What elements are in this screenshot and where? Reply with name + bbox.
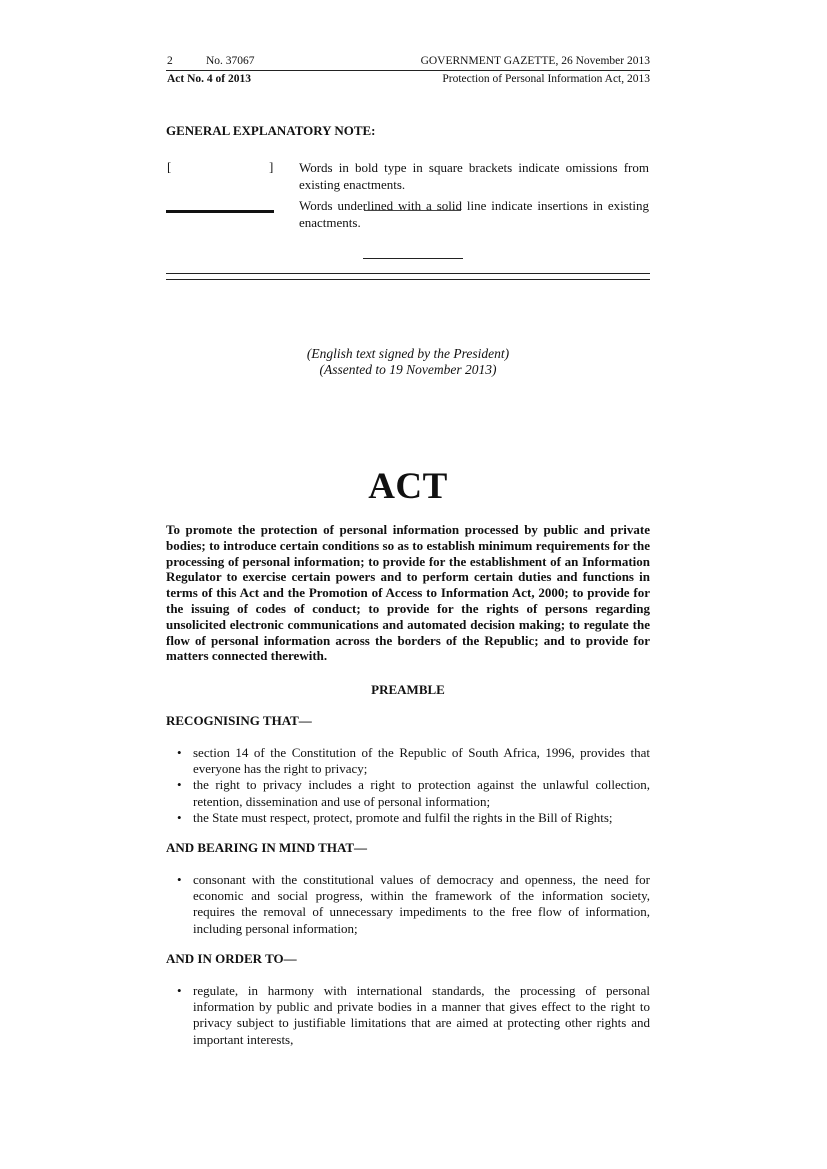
act-short-title: Protection of Personal Information Act, 2013 bbox=[442, 73, 650, 85]
list-item bbox=[166, 777, 650, 809]
double-rule-top bbox=[166, 273, 650, 274]
in-order-to-list bbox=[166, 983, 650, 1048]
explanatory-note-title: GENERAL EXPLANATORY NOTE: bbox=[166, 123, 376, 138]
bracket-open: [ bbox=[167, 159, 172, 174]
signed-by-president: (English text signed by the President) bbox=[306, 346, 510, 361]
section-heading-recognising: RECOGNISING THAT— bbox=[166, 713, 312, 728]
header-rule bbox=[166, 70, 650, 71]
bullet-icon: • bbox=[177, 983, 182, 998]
section-heading-bearing-in-mind: AND BEARING IN MIND THAT— bbox=[166, 840, 368, 855]
bracket-close: ] bbox=[269, 159, 274, 174]
list-item-text: the right to privacy includes a right to protection against the unlawful collection, retention, dissemination and use of personal information; bbox=[193, 777, 650, 809]
gazette-title: GOVERNMENT GAZETTE, 26 November 2013 bbox=[420, 55, 650, 67]
list-item-text: regulate, in harmony with international standards, the processing of personal information by public and private bodies in a manner that gives effect to the right to privacy subject to justifiable limitations that are aimed at protecting other rights and important interests, bbox=[193, 983, 650, 1047]
list-item-text: section 14 of the Constitution of the Republic of South Africa, 1996, provides that everyone has the right to privacy; bbox=[193, 745, 650, 777]
solid-line-sample bbox=[166, 210, 274, 213]
list-item-text: consonant with the constitutional values of democracy and openness, the need for economic and social progress, within the framework of the information society, requires the removal of unnecessary impediments to the free flow of information, including personal information; bbox=[193, 872, 650, 936]
act-number: Act No. 4 of 2013 bbox=[167, 73, 251, 85]
separator-short-rule bbox=[363, 258, 463, 259]
bullet-icon: • bbox=[177, 777, 182, 793]
act-heading: ACT bbox=[368, 466, 448, 507]
list-item bbox=[166, 983, 650, 1048]
list-item bbox=[166, 872, 650, 937]
preamble-heading: PREAMBLE bbox=[371, 682, 445, 697]
section-heading-in-order-to: AND IN ORDER TO— bbox=[166, 951, 297, 966]
bearing-in-mind-list bbox=[166, 872, 650, 937]
act-long-title: To promote the protection of personal information processed by public and private bodies; to introduce certain conditions so as to establish minimum requirements for the processing of personal information; to provide for the establishment of an Information Regulator to exercise certain powers and to perform certain duties and functions in terms of this Act and the Promotion of Access to Information Act, 2000; to provide for the issuing of codes of conduct; to provide for the rights of persons regarding unsolicited electronic communications and automated decision making; to regulate the flow of personal information across the borders of the Republic; and to provide for matters connected therewith. bbox=[166, 522, 650, 664]
list-item-text: the State must respect, protect, promote and fulfil the rights in the Bill of Rights; bbox=[193, 809, 613, 825]
underline-note: Words underlined with a solid line indicate insertions in existing enactments. bbox=[299, 198, 649, 230]
bold-brackets-note: Words in bold type in square brackets indicate omissions from existing enactments. bbox=[299, 160, 649, 192]
recognising-list bbox=[166, 745, 650, 826]
gazette-number: No. 37067 bbox=[206, 55, 255, 67]
bullet-icon: • bbox=[177, 745, 182, 760]
bullet-icon: • bbox=[177, 872, 182, 887]
underline-demo-rule bbox=[364, 210, 461, 211]
double-rule-bottom bbox=[166, 279, 650, 280]
list-item bbox=[166, 810, 650, 826]
page-number: 2 bbox=[167, 55, 173, 67]
list-item bbox=[166, 745, 650, 777]
bullet-icon: • bbox=[177, 809, 182, 825]
assent-date: (Assented to 19 November 2013) bbox=[319, 362, 497, 377]
